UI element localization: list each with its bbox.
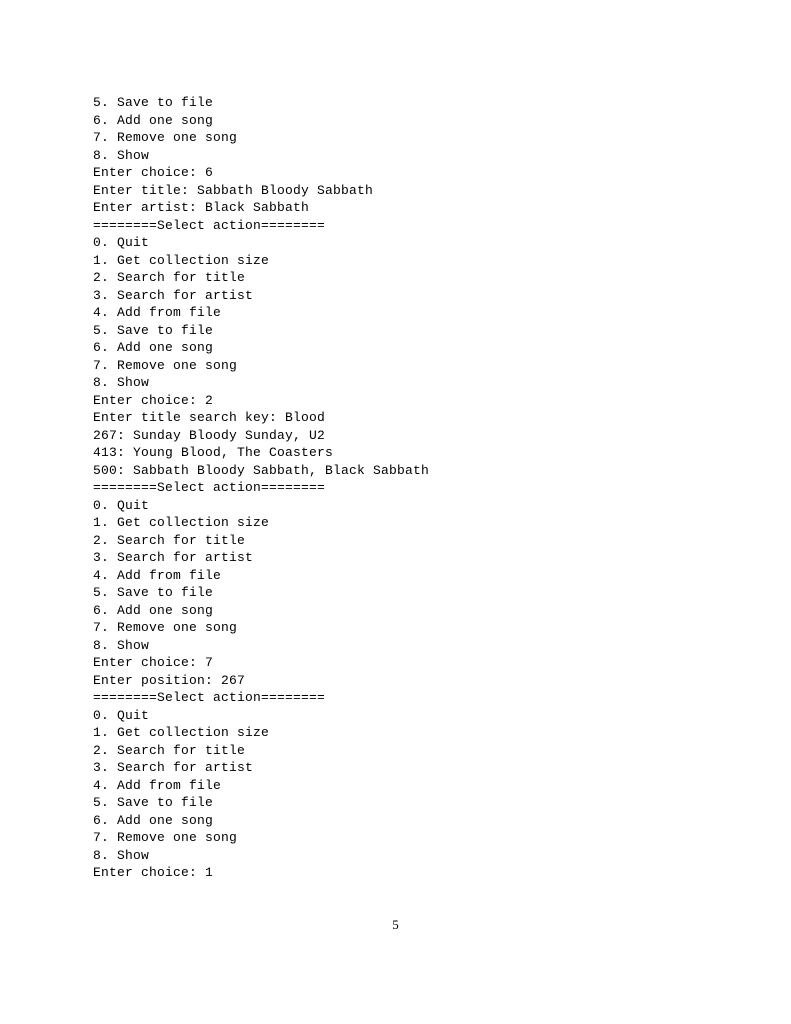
- console-line: 4. Add from file: [93, 305, 222, 320]
- console-line: 6. Add one song: [93, 602, 214, 618]
- console-line: 4. Add from file: [93, 567, 222, 583]
- console-line: 4. Add from file: [93, 777, 222, 793]
- console-line: 3. Search for artist: [93, 760, 254, 775]
- console-line: Enter title search key: Blood: [93, 410, 326, 425]
- console-line: 5. Save to file: [93, 95, 214, 110]
- console-transcript: [93, 94, 429, 882]
- console-line: Enter choice: 1: [93, 865, 214, 880]
- console-line: 1. Get collection size: [93, 515, 270, 530]
- console-line: 7. Remove one song: [93, 357, 238, 373]
- console-line: 0. Quit: [93, 235, 150, 250]
- console-line: 3. Search for artist: [93, 287, 254, 303]
- console-line: Enter title: Sabbath Bloody Sabbath: [93, 182, 374, 198]
- console-line: 500: Sabbath Bloody Sabbath, Black Sabbath: [93, 462, 430, 478]
- console-line: 0. Quit: [93, 707, 150, 723]
- console-line: 8. Show: [93, 637, 150, 653]
- console-line: Enter choice: 7: [93, 655, 214, 670]
- console-line: 2. Search for title: [93, 270, 246, 285]
- console-line: 5. Save to file: [93, 322, 214, 338]
- console-line: 6. Add one song: [93, 340, 214, 355]
- console-line: 7. Remove one song: [93, 620, 238, 635]
- console-line: 1. Get collection size: [93, 252, 270, 268]
- console-line: Enter artist: Black Sabbath: [93, 200, 310, 215]
- console-line: 413: Young Blood, The Coasters: [93, 445, 334, 460]
- console-line: 1. Get collection size: [93, 725, 270, 740]
- console-line: 7. Remove one song: [93, 830, 238, 845]
- console-line: 6. Add one song: [93, 112, 214, 128]
- console-line: Enter position: 267: [93, 672, 246, 688]
- page-number: 5: [392, 917, 399, 932]
- console-line: 7. Remove one song: [93, 130, 238, 145]
- console-line: 0. Quit: [93, 497, 150, 513]
- console-line: ========Select action========: [93, 217, 326, 233]
- console-line: 2. Search for title: [93, 532, 246, 548]
- console-line: 5. Save to file: [93, 585, 214, 600]
- console-line: Enter choice: 2: [93, 392, 214, 408]
- console-line: 8. Show: [93, 847, 150, 863]
- console-line: 3. Search for artist: [93, 550, 254, 565]
- console-line: ========Select action========: [93, 480, 326, 495]
- console-line: 5. Save to file: [93, 795, 214, 810]
- console-line: Enter choice: 6: [93, 165, 214, 180]
- console-line: 8. Show: [93, 375, 150, 390]
- console-line: 2. Search for title: [93, 742, 246, 758]
- console-line: 8. Show: [93, 147, 150, 163]
- console-line: 6. Add one song: [93, 812, 214, 828]
- console-line: ========Select action========: [93, 690, 326, 705]
- console-line: 267: Sunday Bloody Sunday, U2: [93, 427, 326, 443]
